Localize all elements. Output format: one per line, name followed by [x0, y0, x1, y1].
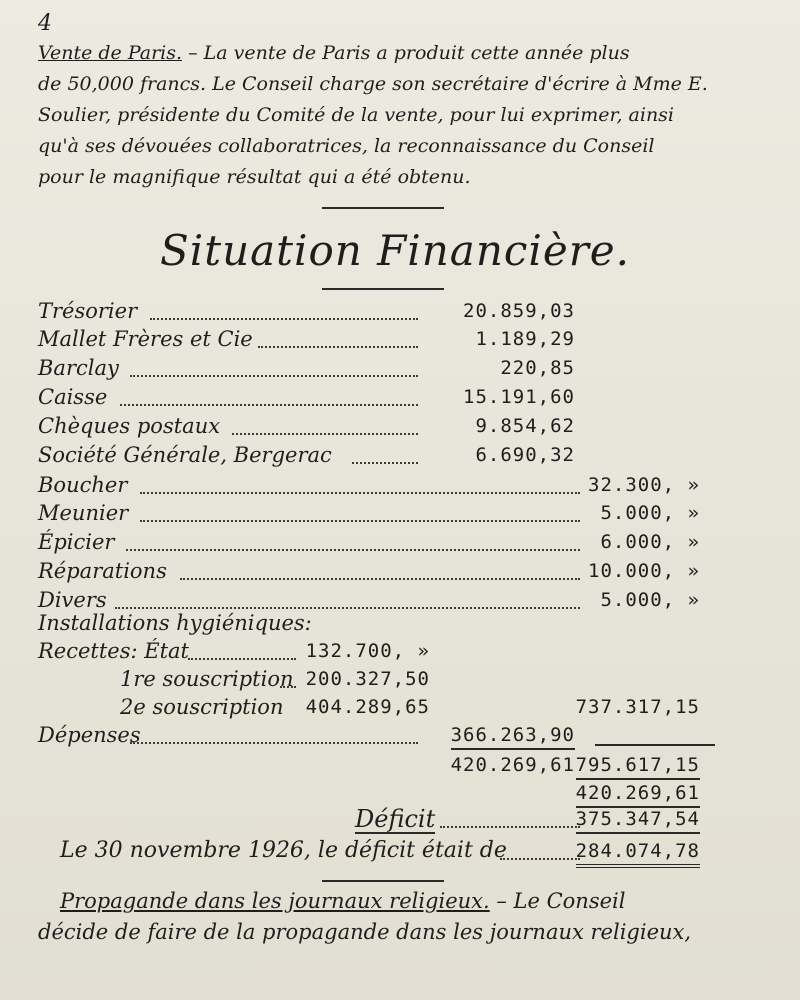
installation-label: 1re souscription: [120, 667, 294, 691]
expense-amount: 5.000, »: [600, 589, 700, 611]
depenses-amount: 366.263,90: [451, 722, 575, 750]
depenses-label: Dépenses: [38, 723, 141, 747]
ledger-row: [0, 298, 800, 324]
propagande-line-1-text: – Le Conseil: [496, 889, 626, 913]
installation-amount: 132.700, »: [305, 640, 430, 662]
vente-line-2: de 50,000 francs. Le Conseil charge son secrétaire d'écrire à Mme E.: [38, 73, 708, 95]
leader-dots: [126, 549, 580, 551]
vente-line-5: pour le magnifique résultat qui a été obtenu.: [38, 166, 471, 188]
account-amount: 1.189,29: [475, 328, 575, 350]
leader-dots: [140, 520, 580, 522]
installation-label: Recettes: État: [38, 639, 189, 663]
expense-label: Meunier: [38, 501, 129, 525]
ledger-row: [0, 442, 800, 468]
propagande-heading: Propagande dans les journaux religieux.: [60, 889, 490, 913]
ledger-row: [0, 558, 800, 584]
previous-deficit-amount: 284.074,78: [576, 838, 700, 868]
ledger-row: [0, 838, 800, 864]
installations-total: 737.317,15: [575, 696, 700, 718]
installations-heading: Installations hygiéniques:: [38, 611, 312, 635]
account-label: Barclay: [38, 356, 119, 380]
expense-amount: 10.000, »: [588, 560, 700, 582]
account-label: Mallet Frères et Cie: [38, 327, 253, 351]
leader-dots: [440, 826, 580, 828]
leader-dots: [130, 375, 418, 377]
ledger-row: [0, 413, 800, 439]
leader-dots: [232, 433, 418, 435]
ledger-row: [0, 638, 800, 664]
leader-dots: [115, 607, 580, 609]
account-amount: 20.859,03: [463, 300, 575, 322]
ledger-row: [0, 472, 800, 498]
vente-line-4: qu'à ses dévouées collaboratrices, la reconnaissance du Conseil: [38, 135, 655, 157]
ledger-row: [0, 500, 800, 526]
propagande-line-1: [38, 886, 768, 917]
page-title: Situation Financière.: [160, 226, 630, 275]
leader-dots: [120, 404, 418, 406]
expense-label: Divers: [38, 588, 107, 612]
deficit-label: Déficit: [355, 805, 436, 833]
leader-dots: [188, 658, 296, 660]
leader-dots: [180, 578, 580, 580]
account-amount: 6.690,32: [475, 444, 575, 466]
account-label: Chèques postaux: [38, 414, 221, 438]
leader-dots: [258, 346, 418, 348]
propagande-line-2: décide de faire de la propagande dans les journaux religieux,: [38, 920, 692, 944]
expense-amount: 6.000, »: [600, 531, 700, 553]
propagande-paragraph: [38, 886, 768, 948]
account-amount: 15.191,60: [463, 386, 575, 408]
account-amount: 220,85: [500, 357, 575, 379]
expense-label: Épicier: [38, 530, 115, 554]
vente-line-3: Soulier, présidente du Comité de la vente, pour lui exprimer, ainsi: [38, 104, 675, 126]
title-divider: [322, 288, 444, 290]
installation-label: 2e souscription: [120, 695, 284, 719]
installation-amount: 200.327,50: [305, 668, 430, 690]
ledger-row: [0, 694, 800, 720]
account-label: Trésorier: [38, 299, 138, 323]
vente-line-1: [38, 38, 768, 69]
ledger-row: [0, 355, 800, 381]
expense-label: Boucher: [38, 473, 128, 497]
leader-dots: [500, 858, 580, 860]
ledger-row: [0, 752, 800, 778]
account-label: Caisse: [38, 385, 108, 409]
ledger-row: [0, 326, 800, 352]
section-divider: [322, 207, 444, 209]
account-label: Société Générale, Bergerac: [38, 443, 332, 467]
account-amount: 9.854,62: [475, 415, 575, 437]
installation-amount: 404.289,65: [305, 696, 430, 718]
expense-amount: 32.300, »: [588, 474, 700, 496]
leader-dots: [280, 686, 296, 688]
expense-amount: 5.000, »: [600, 502, 700, 524]
ledger-row: [0, 780, 800, 806]
mid-total: 420.269,61: [450, 754, 575, 776]
vente-line-1-text: – La vente de Paris a produit cette année plus: [188, 42, 630, 64]
vente-paragraph: [38, 38, 768, 193]
leader-dots: [150, 318, 418, 320]
expense-label: Réparations: [38, 559, 167, 583]
section-divider: [322, 880, 444, 882]
leader-dots: [130, 742, 418, 744]
page-number: 4: [38, 11, 52, 36]
vente-heading: Vente de Paris.: [38, 42, 183, 64]
deficit-amount: 375.347,54: [576, 806, 700, 834]
right-subtract: 420.269,61: [576, 780, 700, 808]
leader-dots: [352, 462, 418, 464]
leader-dots: [140, 492, 580, 494]
ledger-row: [0, 806, 800, 832]
ledger-row: [0, 384, 800, 410]
right-total: 795.617,15: [576, 752, 700, 780]
previous-deficit-label: Le 30 novembre 1926, le déficit était de: [60, 838, 507, 863]
ledger-row: [0, 666, 800, 692]
ledger-row: [0, 529, 800, 555]
total-rule: [595, 744, 715, 746]
